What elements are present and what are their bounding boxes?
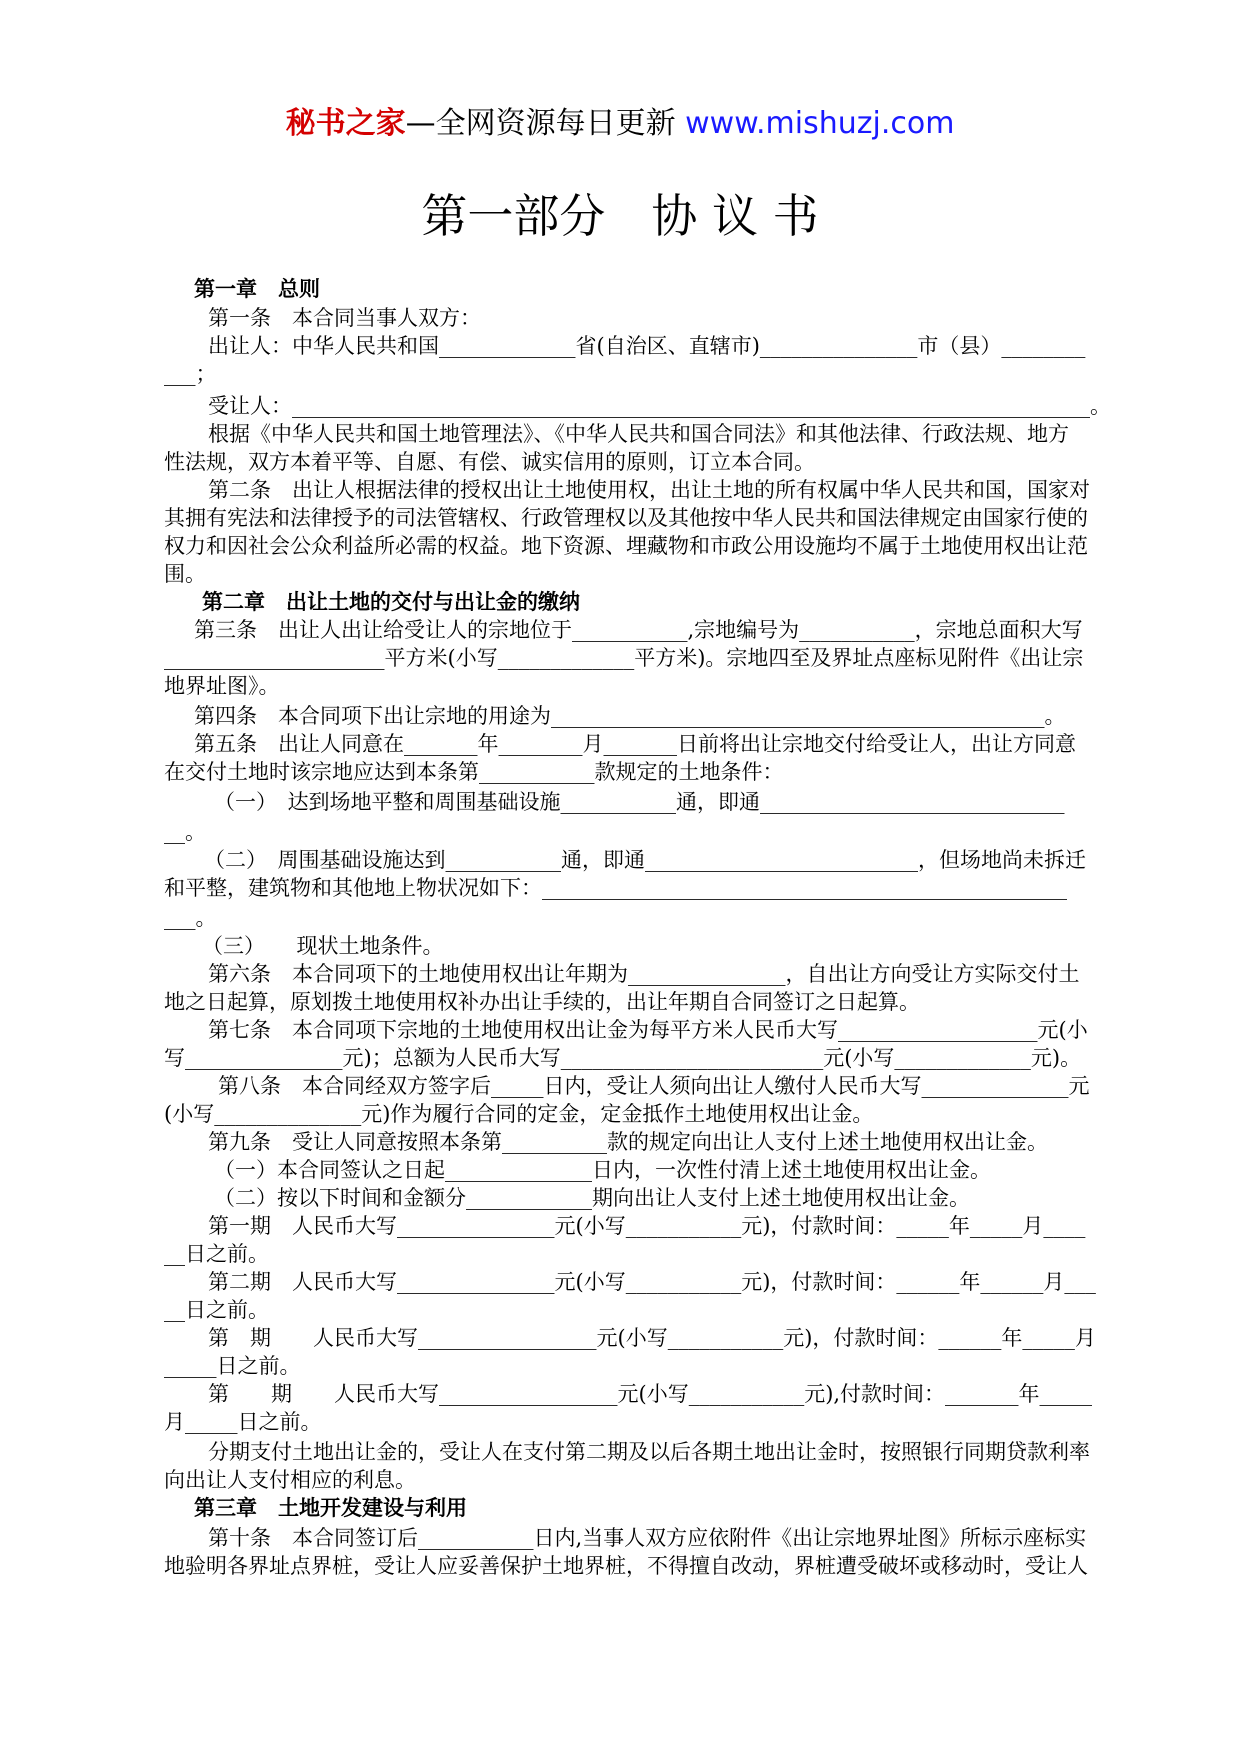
header-tagline: —全网资源每日更新 xyxy=(405,106,686,141)
site-header xyxy=(0,98,1240,142)
paragraph-line: (小写______________元)作为履行合同的定金，定金抵作土地使用权出让金。 xyxy=(164,1102,874,1126)
paragraph-line: 第二条 出让人根据法律的授权出让土地使用权，出让土地的所有权属中华人民共和国，国家对 xyxy=(208,478,1090,502)
paragraph-line: __日之前。 xyxy=(164,1242,269,1266)
paragraph-line: 性法规，双方本着平等、自愿、有偿、诚实信用的原则，订立本合同。 xyxy=(164,450,815,474)
paragraph-line: 根据《中华人民共和国土地管理法》、《中华人民共和国合同法》和其他法律、行政法规、地方 xyxy=(208,422,1069,446)
paragraph-line: 其拥有宪法和法律授予的司法管辖权、行政管理权以及其他按中华人民共和国法律规定由国家行使的 xyxy=(164,506,1088,530)
chapter-heading-3: 第三章 土地开发建设与利用 xyxy=(194,1496,467,1520)
paragraph-line: __日之前。 xyxy=(164,1298,269,1322)
document-title: 第一部分 协 议 书 xyxy=(421,189,819,243)
paragraph-line: （一） 达到场地平整和周围基础设施___________通，即通_____________________________ xyxy=(214,790,1065,814)
site-url[interactable]: www.mishuzj.com xyxy=(685,106,955,141)
paragraph-line: （二）按以下时间和金额分____________期向出让人支付上述土地使用权出让金。 xyxy=(214,1186,970,1210)
paragraph-line: _____________________平方米(小写_____________平方米)。宗地四至及界址点座标见附件《出让宗 xyxy=(164,646,1084,670)
paragraph-line: 向出让人支付相应的利息。 xyxy=(164,1468,416,1492)
paragraph-line: 地之日起算，原划拨土地使用权补办出让手续的，出让年期自合同签订之日起算。 xyxy=(164,990,920,1014)
paragraph-line: 权力和因社会公众利益所必需的权益。地下资源、埋藏物和市政公用设施均不属于土地使用权出让范 xyxy=(164,534,1088,558)
paragraph-line: 在交付土地时该宗地应达到本条第___________款规定的土地条件： xyxy=(164,760,784,784)
chapter-heading-2: 第二章 出让土地的交付与出让金的缴纳 xyxy=(202,590,580,614)
brand-name: 秘书之家 xyxy=(285,106,406,141)
paragraph-line: 第九条 受让人同意按照本条第__________款的规定向出让人支付上述土地使用权出让金。 xyxy=(208,1130,1048,1154)
paragraph-line: （三） 现状土地条件。 xyxy=(202,934,444,958)
paragraph-line: 第六条 本合同项下的土地使用权出让年期为_______________，自出让方向受让方实际交付土 xyxy=(208,962,1080,986)
paragraph-line: 第 期 人民币大写_________________元(小写___________元),付款时间：_______年_____ xyxy=(208,1382,1093,1406)
paragraph-line: ___； xyxy=(164,362,217,386)
paragraph-line: 第五条 出让人同意在_______年________月_______日前将出让宗地交付给受让人，出让方同意 xyxy=(194,732,1076,756)
paragraph-line: ___。 xyxy=(164,906,217,930)
paragraph-line: （二） 周围基础设施达到___________通，即通__________________________，但场地尚未拆迁 xyxy=(204,848,1086,872)
chapter-heading-1: 第一章 总则 xyxy=(194,277,320,301)
paragraph-line: 第三条 出让人出让给受让人的宗地位于___________,宗地编号为___________，宗地总面积大写 xyxy=(194,618,1083,642)
paragraph-line: 月_____日之前。 xyxy=(164,1410,322,1434)
paragraph-line: 地界址图》。 xyxy=(164,674,280,698)
paragraph-line: 第四条 本合同项下出让宗地的用途为_______________________________________________。 xyxy=(194,704,1066,728)
paragraph-line: 第八条 本合同经双方签字后_____日内，受让人须向出让人缴付人民币大写______________元 xyxy=(218,1074,1090,1098)
paragraph-line: （一）本合同签认之日起______________日内，一次性付清上述土地使用权出让金。 xyxy=(214,1158,991,1182)
paragraph-line: 分期支付土地出让金的，受让人在支付第二期及以后各期土地出让金时，按照银行同期贷款利率 xyxy=(208,1440,1090,1464)
paragraph-line: 第一条 本合同当事人双方： xyxy=(208,306,481,330)
paragraph-line: 受让人：____________________________________________________________________________。 xyxy=(208,394,1111,418)
paragraph-line: 第 期 人民币大写_________________元(小写___________元)，付款时间：______年_____月 xyxy=(208,1326,1096,1350)
paragraph-line: _____日之前。 xyxy=(164,1354,301,1378)
paragraph-line: 和平整，建筑物和其他地上物状况如下：__________________________________________________ xyxy=(164,876,1067,900)
paragraph-line: __。 xyxy=(164,820,206,844)
paragraph-line: 第一期 人民币大写_______________元(小写___________元)，付款时间：_____年_____月____ xyxy=(208,1214,1086,1238)
paragraph-line: 第二期 人民币大写_______________元(小写___________元)，付款时间：______年______月___ xyxy=(208,1270,1096,1294)
paragraph-line: 写_______________元)；总额为人民币大写_________________________元(小写_____________元)。 xyxy=(164,1046,1082,1070)
paragraph-line: 第十条 本合同签订后___________日内,当事人双方应依附件《出让宗地界址图》所标示座标实 xyxy=(208,1526,1087,1550)
paragraph-line: 第七条 本合同项下宗地的土地使用权出让金为每平方米人民币大写___________________元(小 xyxy=(208,1018,1088,1042)
paragraph-line: 地验明各界址点界桩，受让人应妥善保护土地界桩，不得擅自改动，界桩遭受破坏或移动时，受让人 xyxy=(164,1554,1088,1578)
paragraph-line: 出让人：中华人民共和国_____________省(自治区、直辖市)_______________市（县）________ xyxy=(208,334,1086,358)
paragraph-line: 围。 xyxy=(164,562,206,586)
